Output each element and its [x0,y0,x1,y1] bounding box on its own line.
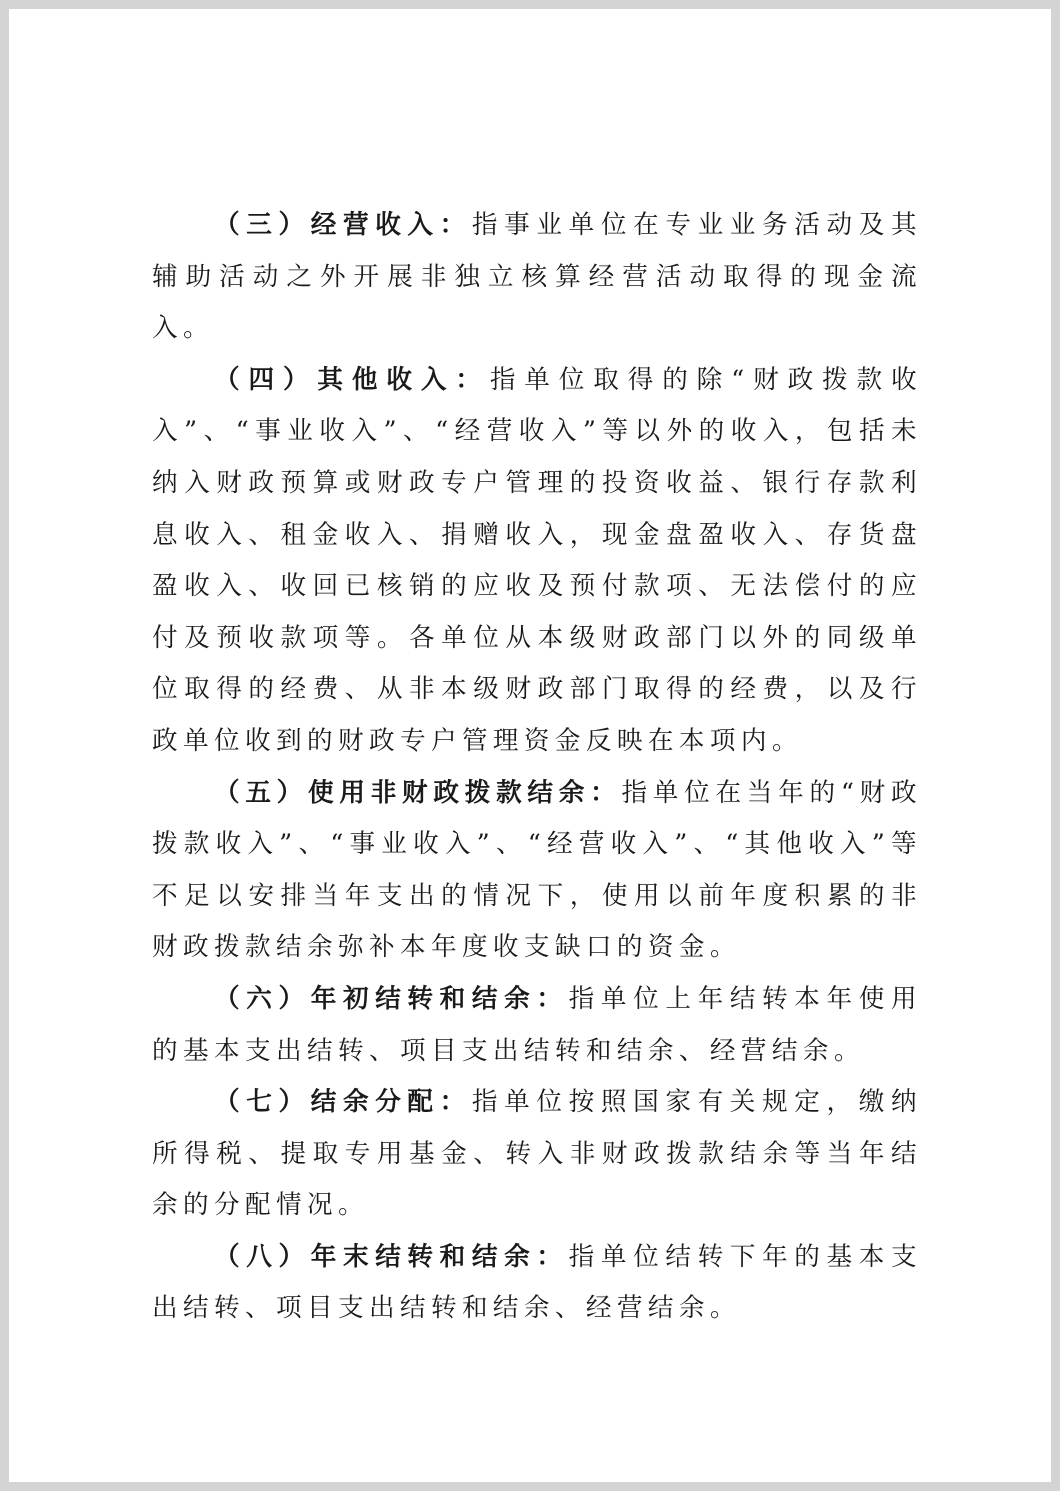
paragraph-closing-carryover [152,1232,922,1335]
paragraph-heading: （七）结余分配： [214,1087,472,1118]
paragraph-text: 指单位上年结转本年使用的基本支出结转、项目支出结转和结余、经营结余。 [152,983,922,1066]
paragraph-heading: （四）其他收入： [214,364,490,395]
paragraph-surplus-distribution [152,1077,922,1232]
paragraph-heading: （八）年末结转和结余： [214,1241,569,1272]
paragraph-text: 指单位结转下年的基本支出结转、项目支出结转和结余、经营结余。 [152,1241,922,1324]
paragraph-other-income [152,355,922,768]
paragraph-heading: （三）经营收入： [214,210,472,240]
paragraph-text: 指单位按照国家有关规定，缴纳所得税、提取专用基金、转入非财政拨款结余等当年结余的分配情况。 [152,1087,922,1221]
paragraph-non-fiscal-surplus-use [152,768,922,974]
paragraph-text: 指单位在当年的“财政拨款收入”、“事业收入”、“经营收入”、“其他收入”等不足以安排当年支出的情况下，使用以前年度积累的非财政拨款结余弥补本年度收支缺口的资金。 [152,777,922,963]
paragraph-heading: （五）使用非财政拨款结余： [214,777,622,808]
paragraph-opening-carryover [152,974,922,1077]
paragraph-text: 指事业单位在专业业务活动及其辅助活动之外开展非独立核算经营活动取得的现金流入。 [152,210,922,344]
paragraph-operating-income [152,200,922,355]
paragraph-heading: （六）年初结转和结余： [214,983,569,1014]
document-body [152,200,922,1335]
paragraph-text: 指单位取得的除“财政拨款收入”、“事业收入”、“经营收入”等以外的收入，包括未纳入财政预算或财政专户管理的投资收益、银行存款利息收入、租金收入、捐赠收入，现金盘盈收入、存货盘盈收入、收回已核销的应收及预付款项、无法偿付的应付及预收款项等。各单位从本级财政部门以外的同级单位取得的经费、从非本级财政部门取得的经费，以及行政单位收到的财政专户管理资金反映在本项内。 [152,364,922,756]
